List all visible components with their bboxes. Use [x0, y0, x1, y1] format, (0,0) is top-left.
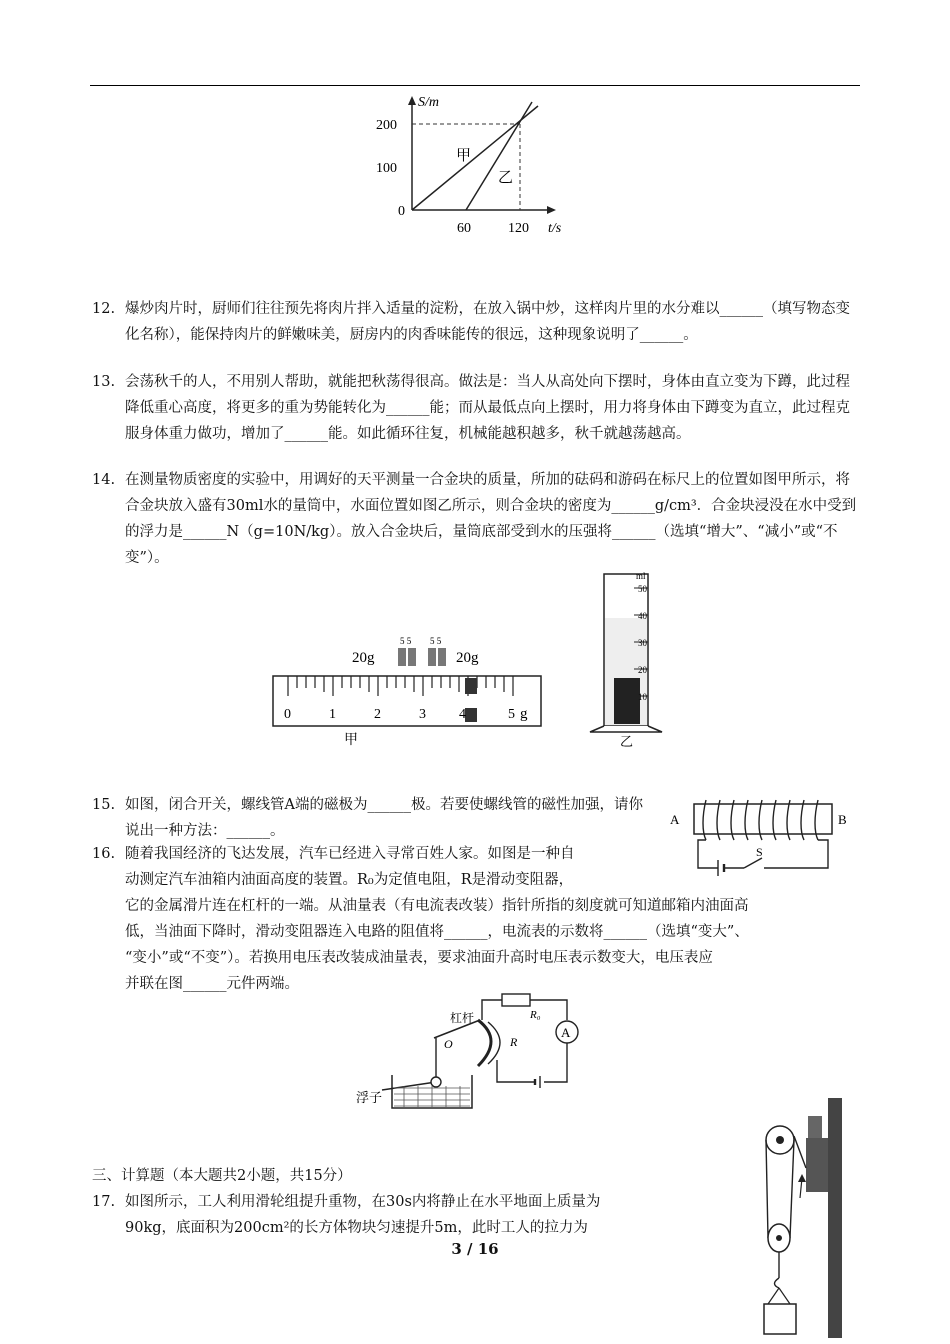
header-rule	[90, 85, 860, 86]
float-label: 浮子	[356, 1090, 383, 1105]
question-line: 动测定汽车油箱内油面高度的装置。R₀为定值电阻，R是滑动变阻器，	[125, 872, 574, 888]
question-12	[92, 296, 858, 348]
question-number: 16.	[92, 846, 116, 862]
question-text: 在测量物质密度的实验中，用调好的天平测量一合金块的质量，所加的砝码和游码在标尺上的位置如图甲所示，将合金块放入盛有30ml水的量筒中，水面位置如图乙所示，则合金块的密度为______g/cm³．合金块浸没在水中受到的浮力是______N（g=10N/kg）。放入合金块后，量筒底部受到水的压强将______（选填“增大”、“减小”或“不变”）。	[125, 472, 857, 566]
question-number: 15.	[92, 797, 116, 813]
question-line: 低，当油面下降时，滑动变阻器连入电路的阻值将______，电流表的示数将______（选填“变大”、	[125, 924, 749, 940]
question-17	[92, 1189, 732, 1241]
y-axis-label: S/m	[418, 95, 439, 110]
meter-label: A	[561, 1025, 571, 1040]
question-text: 爆炒肉片时，厨师们往往预先将肉片拌入适量的淀粉，在放入锅中炒，这样肉片里的水分难以______（填写物态变化名称），能保持肉片的鲜嫩味美，厨房内的肉香味能传的很远，这种现象说明了______。	[125, 301, 850, 343]
x-axis-label: t/s	[548, 221, 562, 236]
label-jia: 甲	[344, 733, 358, 748]
question-line: 随着我国经济的飞达发展，汽车已经进入寻常百姓人家。如图是一种自	[125, 846, 575, 862]
label-yi: 乙	[620, 734, 634, 749]
question-14	[92, 467, 858, 571]
question-number: 14.	[92, 472, 116, 488]
pulley-figure	[740, 1098, 855, 1338]
question-text: 会荡秋千的人，不用别人帮助，就能把秋荡得很高。做法是：当人从高处向下摆时，身体由直立变为下蹲，此过程降低重心高度，将更多的重为势能转化为______能；而从最低点向上摆时，用力将身体由下蹲变为直立，此过程克服身体重力做功，增加了______能。如此循环往复，机械能越积越多，秋千就越荡越高。	[125, 374, 850, 442]
question-number: 17.	[92, 1194, 116, 1210]
r0-label: R₀	[530, 1009, 541, 1021]
cyl-tick-10: 10	[638, 692, 647, 702]
lever-label: 杠杆	[450, 1011, 475, 1025]
question-15	[92, 792, 652, 844]
scale-1: 1	[329, 707, 336, 722]
question-16	[92, 841, 862, 997]
st-graph-figure	[360, 92, 590, 242]
scale-0: 0	[284, 707, 291, 722]
scale-unit: g	[520, 706, 528, 722]
balance-figure	[268, 568, 688, 750]
switch-label: S	[756, 845, 763, 859]
weight-label-1: 20g	[352, 650, 375, 666]
cyl-tick-20: 20	[638, 665, 647, 675]
question-text: 如图，闭合开关，螺线管A端的磁极为______极。若要使螺线管的磁性加强，请你说出一种方法：______。	[125, 797, 643, 839]
question-line: 并联在图______元件两端。	[125, 976, 299, 992]
question-line: “变小”或“不变”）。若换用电压表改装成油量表，要求油面升高时电压表示数变大，电压表应	[125, 950, 713, 966]
weight-label-2: 20g	[456, 650, 479, 666]
question-line: 90kg，底面积为200cm²的长方体物块匀速提升5m，此时工人的拉力为	[125, 1220, 588, 1236]
line-label-jia: 甲	[456, 148, 472, 164]
y-tick-200: 200	[376, 118, 397, 133]
pivot-label: O	[444, 1037, 453, 1051]
scale-3: 3	[419, 707, 426, 722]
svg-text:5 5: 5 5	[400, 636, 412, 646]
y-tick-100: 100	[376, 161, 397, 176]
line-label-yi: 乙	[498, 170, 514, 186]
cyl-tick-40: 40	[638, 611, 647, 621]
scale-4: 4	[459, 707, 466, 722]
section-heading: 三、计算题（本大题共2小题，共15分）	[92, 1168, 352, 1184]
question-number: 13.	[92, 374, 116, 390]
oil-gauge-figure	[352, 990, 592, 1120]
y-tick-0: 0	[398, 204, 405, 219]
resistor-label: R	[510, 1035, 518, 1049]
page-number: 3 / 16	[451, 1240, 499, 1258]
x-tick-60: 60	[457, 221, 471, 236]
scale-2: 2	[374, 707, 381, 722]
cyl-tick-30: 30	[638, 638, 647, 648]
cylinder-unit: ml	[636, 571, 646, 581]
svg-text:5 5: 5 5	[430, 636, 442, 646]
question-number: 12.	[92, 301, 116, 317]
question-line: 如图所示，工人利用滑轮组提升重物，在30s内将静止在水平地面上质量为	[125, 1194, 601, 1210]
coil-label-b: B	[838, 812, 847, 827]
coil-label-a: A	[670, 812, 680, 827]
question-13	[92, 369, 858, 447]
scale-5: 5	[508, 707, 515, 722]
x-tick-120: 120	[508, 221, 529, 236]
cyl-tick-50: 50	[638, 584, 647, 594]
question-line: 它的金属滑片连在杠杆的一端。从油量表（有电流表改装）指针所指的刻度就可知道邮箱内油面高	[125, 898, 749, 914]
